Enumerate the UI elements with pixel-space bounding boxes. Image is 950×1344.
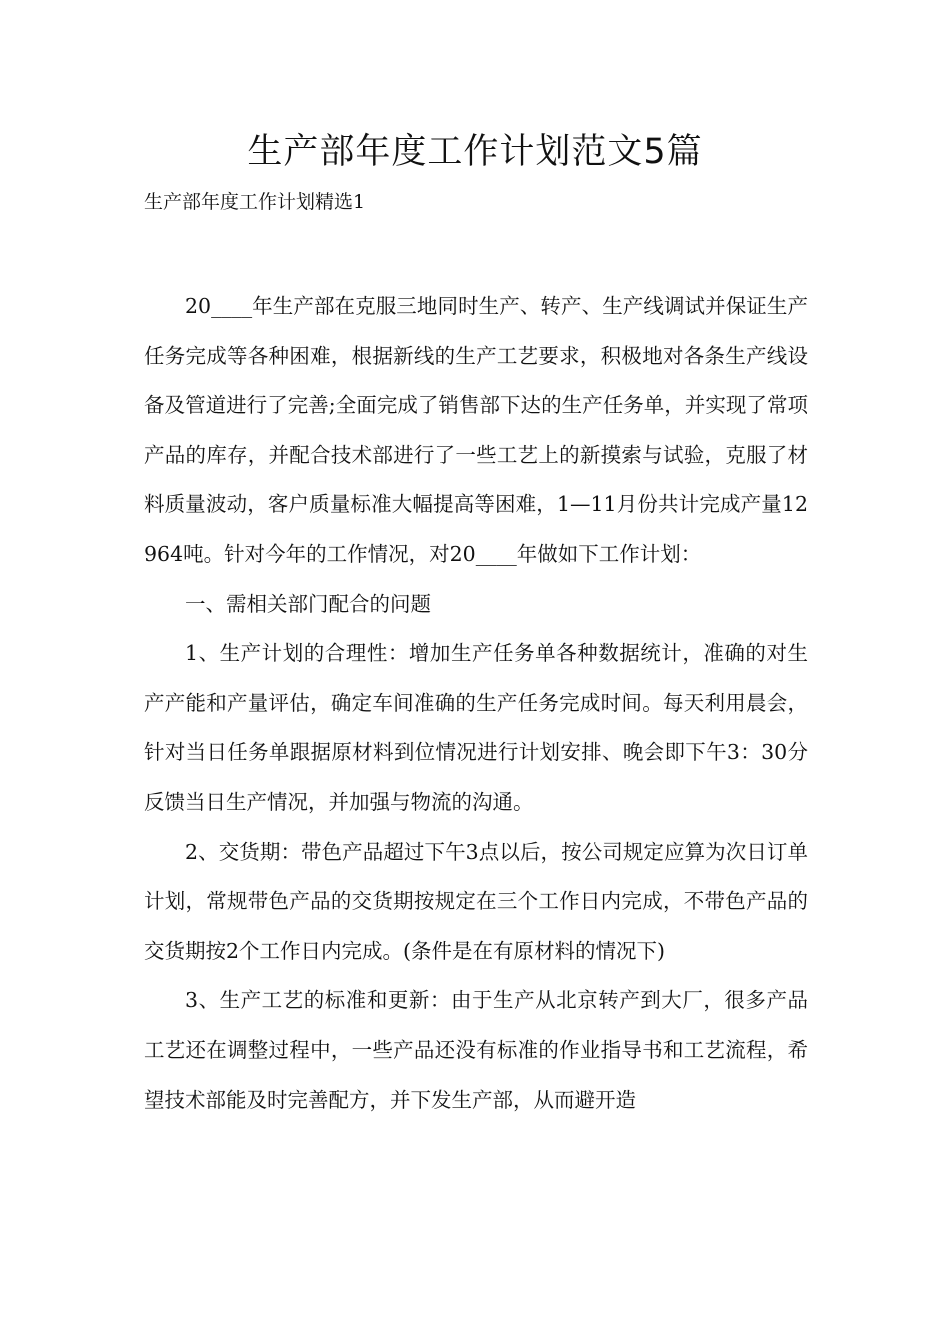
paragraph-item-3: 3、生产工艺的标准和更新：由于生产从北京转产到大厂，很多产品工艺还在调整过程中，一些产品还没有标准的作业指导书和工艺流程，希望技术部能及时完善配方，并下发生产部，从而避开造 <box>144 988 808 1112</box>
paragraph-item-2: 2、交货期：带色产品超过下午3点以后，按公司规定应算为次日订单计划，常规带色产品的交货期按规定在三个工作日内完成，不带色产品的交货期按2个工作日内完成。(条件是在有原材料的情况下) <box>144 839 808 963</box>
document-subtitle: 生产部年度工作计划精选1 <box>144 191 366 213</box>
paragraph-intro: 20____年生产部在克服三地同时生产、转产、生产线调试并保证生产任务完成等各种困难，根据新线的生产工艺要求，积极地对各条生产线设备及管道进行了完善;全面完成了销售部下达的生产任务单，并实现了常项产品的库存，并配合技术部进行了一些工艺上的新摸索与试验，克服了材料质量波动，客户质量标准大幅提高等困难，1—11月份共计完成产量12964吨。针对今年的工作情况，对20____年做如下工作计划： <box>144 294 808 566</box>
paragraph-item-1: 1、生产计划的合理性：增加生产任务单各种数据统计，准确的对生产产能和产量评估，确定车间准确的生产任务完成时间。每天利用晨会，针对当日任务单跟据原材料到位情况进行计划安排、晚会即下午3：30分反馈当日生产情况，并加强与物流的沟通。 <box>144 641 808 814</box>
document-body <box>144 282 808 1125</box>
section-heading: 一、需相关部门配合的问题 <box>185 591 431 616</box>
document-title: 生产部年度工作计划范文5篇 <box>247 132 703 172</box>
